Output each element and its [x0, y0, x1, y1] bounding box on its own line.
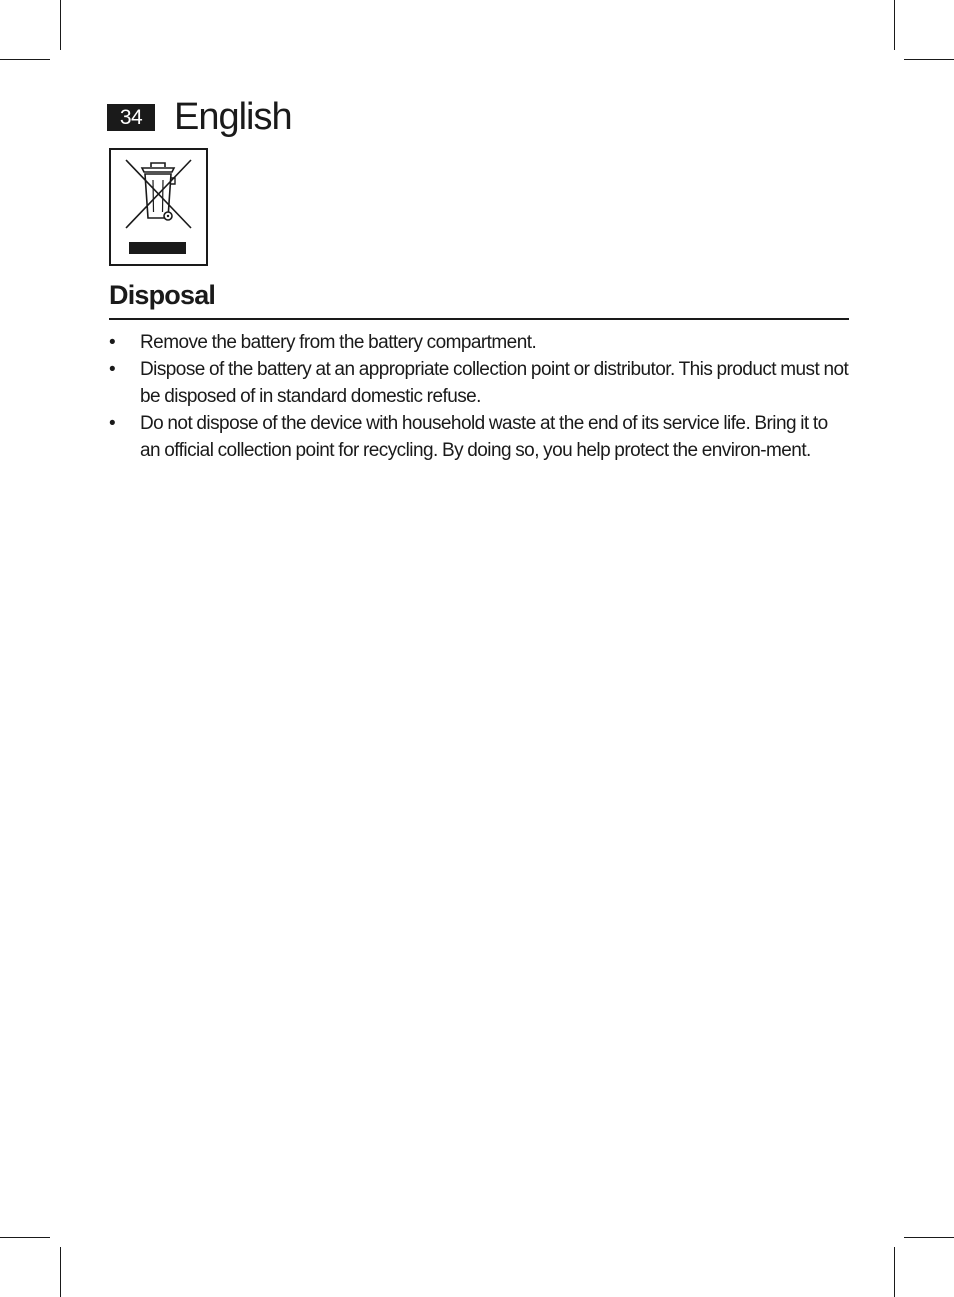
crop-mark-bottom-left-horizontal	[0, 1237, 50, 1238]
bullet-icon: •	[109, 359, 116, 380]
list-item	[109, 410, 851, 464]
page-title: English	[174, 96, 292, 138]
crop-mark-bottom-left-vertical	[60, 1247, 61, 1297]
disposal-instructions-list	[109, 329, 851, 464]
list-item	[109, 329, 851, 356]
crop-mark-top-right-horizontal	[904, 59, 954, 60]
section-divider	[109, 318, 849, 320]
list-item-text: Dispose of the battery at an appropriate collection point or distributor. This product must not be disposed of in standard domestic refuse.	[140, 359, 849, 407]
crop-mark-bottom-right-horizontal	[904, 1237, 954, 1238]
crop-mark-top-left-horizontal	[0, 59, 50, 60]
list-item	[109, 356, 851, 410]
list-item-text: Remove the battery from the battery compartment.	[140, 332, 537, 353]
section-heading: Disposal	[109, 280, 216, 310]
bullet-icon: •	[109, 413, 116, 434]
list-item-text: Do not dispose of the device with household waste at the end of its service life. Bring it to an official collection point for recycling. By doing so, you help protect the environ-ment.	[140, 413, 828, 461]
crop-mark-top-left-vertical	[60, 0, 61, 50]
crop-mark-bottom-right-vertical	[894, 1247, 895, 1297]
crop-mark-top-right-vertical	[894, 0, 895, 50]
page-number: 34	[107, 104, 155, 131]
crossed-out-wheelie-bin-icon	[109, 148, 208, 266]
bullet-icon: •	[109, 332, 116, 353]
